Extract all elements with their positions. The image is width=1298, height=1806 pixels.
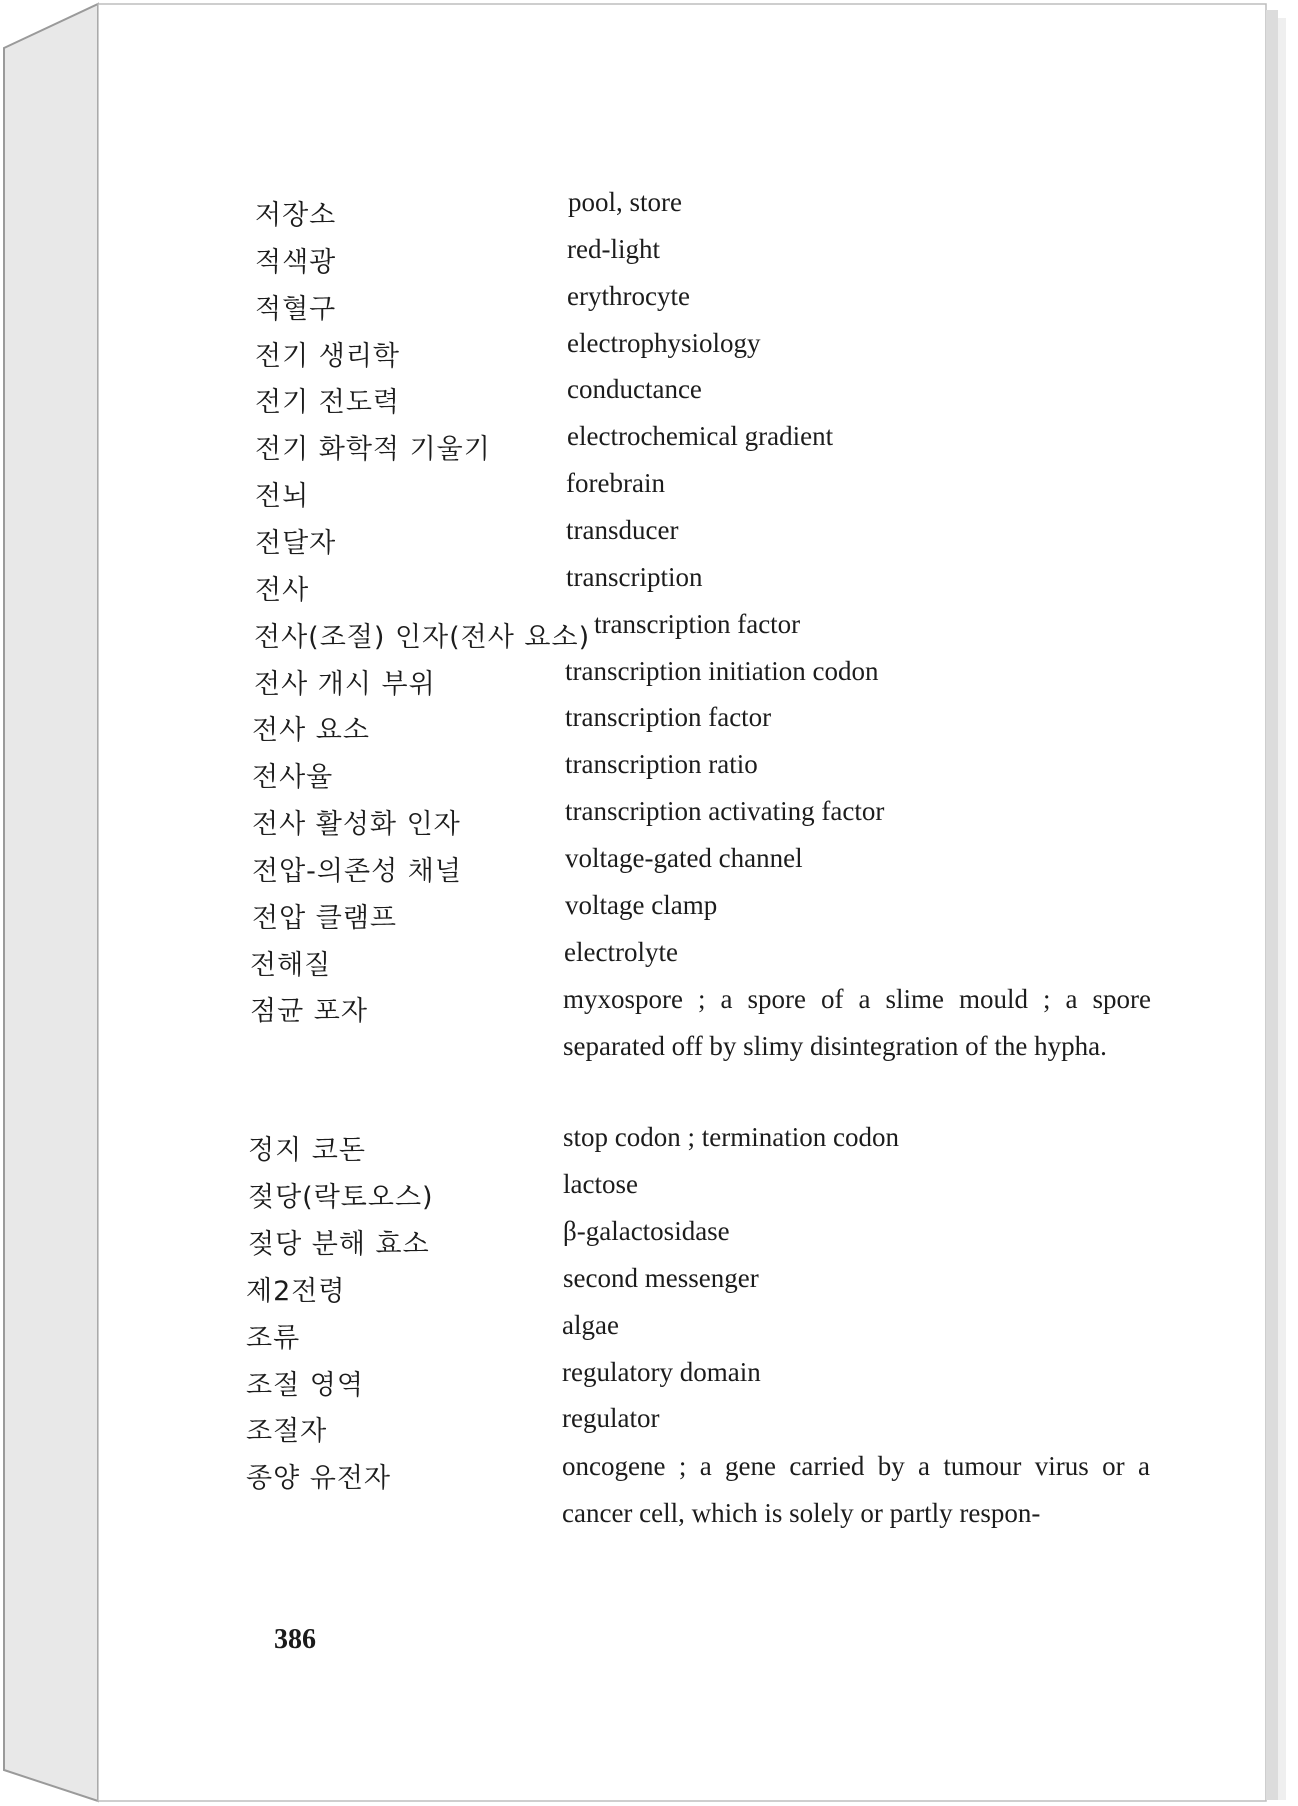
english-term: electrophysiology — [567, 327, 761, 358]
korean-term: 전해질 — [250, 949, 332, 981]
english-term: red-light — [567, 233, 660, 264]
english-term: conductance — [567, 374, 702, 405]
english-term: lactose — [563, 1168, 638, 1199]
korean-term: 전사(조절) 인자(전사 요소) — [254, 621, 591, 653]
english-term: stop codon ; termination codon — [563, 1122, 899, 1152]
korean-term: 전사 개시 부위 — [254, 668, 436, 700]
english-term: transcription ratio — [565, 749, 758, 780]
english-term: voltage clamp — [565, 889, 718, 920]
glossary-entries — [98, 4, 1263, 1801]
book-spine — [4, 4, 98, 1801]
english-term: erythrocyte — [567, 280, 690, 311]
korean-term: 전사 요소 — [252, 715, 370, 747]
korean-term: 전기 생리학 — [255, 340, 400, 372]
english-term: myxospore ; a spore of a slime mould ; a spore separated off by slimy disintegration of the hypha. — [563, 984, 1151, 1061]
english-term: regulatory domain — [562, 1356, 761, 1387]
english-term: transcription factor — [594, 608, 801, 639]
korean-term: 전압 클램프 — [252, 902, 397, 934]
english-term: oncogene ; a gene carried by a tumour virus or a cancer cell, which is solely or partly respon- — [562, 1451, 1150, 1528]
korean-term: 젖당(락토오스) — [248, 1181, 434, 1213]
english-term: electrochemical gradient — [567, 421, 834, 452]
korean-term: 제2전령 — [246, 1275, 346, 1307]
korean-term: 전달자 — [255, 527, 337, 559]
korean-term: 점균 포자 — [250, 996, 368, 1028]
english-term: transcription activating factor — [565, 796, 885, 827]
korean-term: 전뇌 — [255, 481, 310, 513]
korean-term: 종양 유전자 — [246, 1463, 391, 1495]
english-term: transcription initiation codon — [565, 655, 879, 686]
page-number: 386 — [274, 1624, 316, 1655]
korean-term: 저장소 — [255, 200, 337, 231]
korean-term: 조절자 — [246, 1416, 328, 1448]
korean-term: 적색광 — [255, 246, 337, 278]
korean-term: 전기 화학적 기울기 — [255, 434, 491, 466]
korean-term: 전사 활성화 인자 — [252, 809, 461, 841]
english-term: transcription factor — [565, 702, 772, 733]
english-term: regulator — [562, 1403, 660, 1434]
english-term: algae — [562, 1309, 619, 1340]
english-term: voltage-gated channel — [565, 842, 803, 873]
korean-term: 전기 전도력 — [255, 387, 400, 419]
english-term: transcription — [566, 561, 703, 592]
korean-term: 정지 코돈 — [248, 1135, 366, 1166]
page-shadow-outer — [1278, 18, 1286, 1800]
english-term: transducer — [566, 514, 679, 545]
english-term: second messenger — [563, 1262, 759, 1293]
english-term: pool, store — [568, 187, 682, 217]
page — [98, 4, 1263, 1801]
page-shadow — [1266, 10, 1278, 1800]
korean-term: 전사 — [255, 574, 310, 606]
english-term: forebrain — [566, 468, 665, 499]
korean-term: 조류 — [246, 1322, 301, 1354]
korean-term: 조절 영역 — [246, 1369, 364, 1401]
korean-term: 전압-의존성 채널 — [252, 855, 462, 887]
english-term: electrolyte — [564, 936, 678, 967]
korean-term: 전사율 — [252, 762, 334, 794]
korean-term: 적혈구 — [255, 293, 337, 325]
korean-term: 젖당 분해 효소 — [248, 1228, 430, 1260]
english-term: β-galactosidase — [563, 1215, 730, 1246]
